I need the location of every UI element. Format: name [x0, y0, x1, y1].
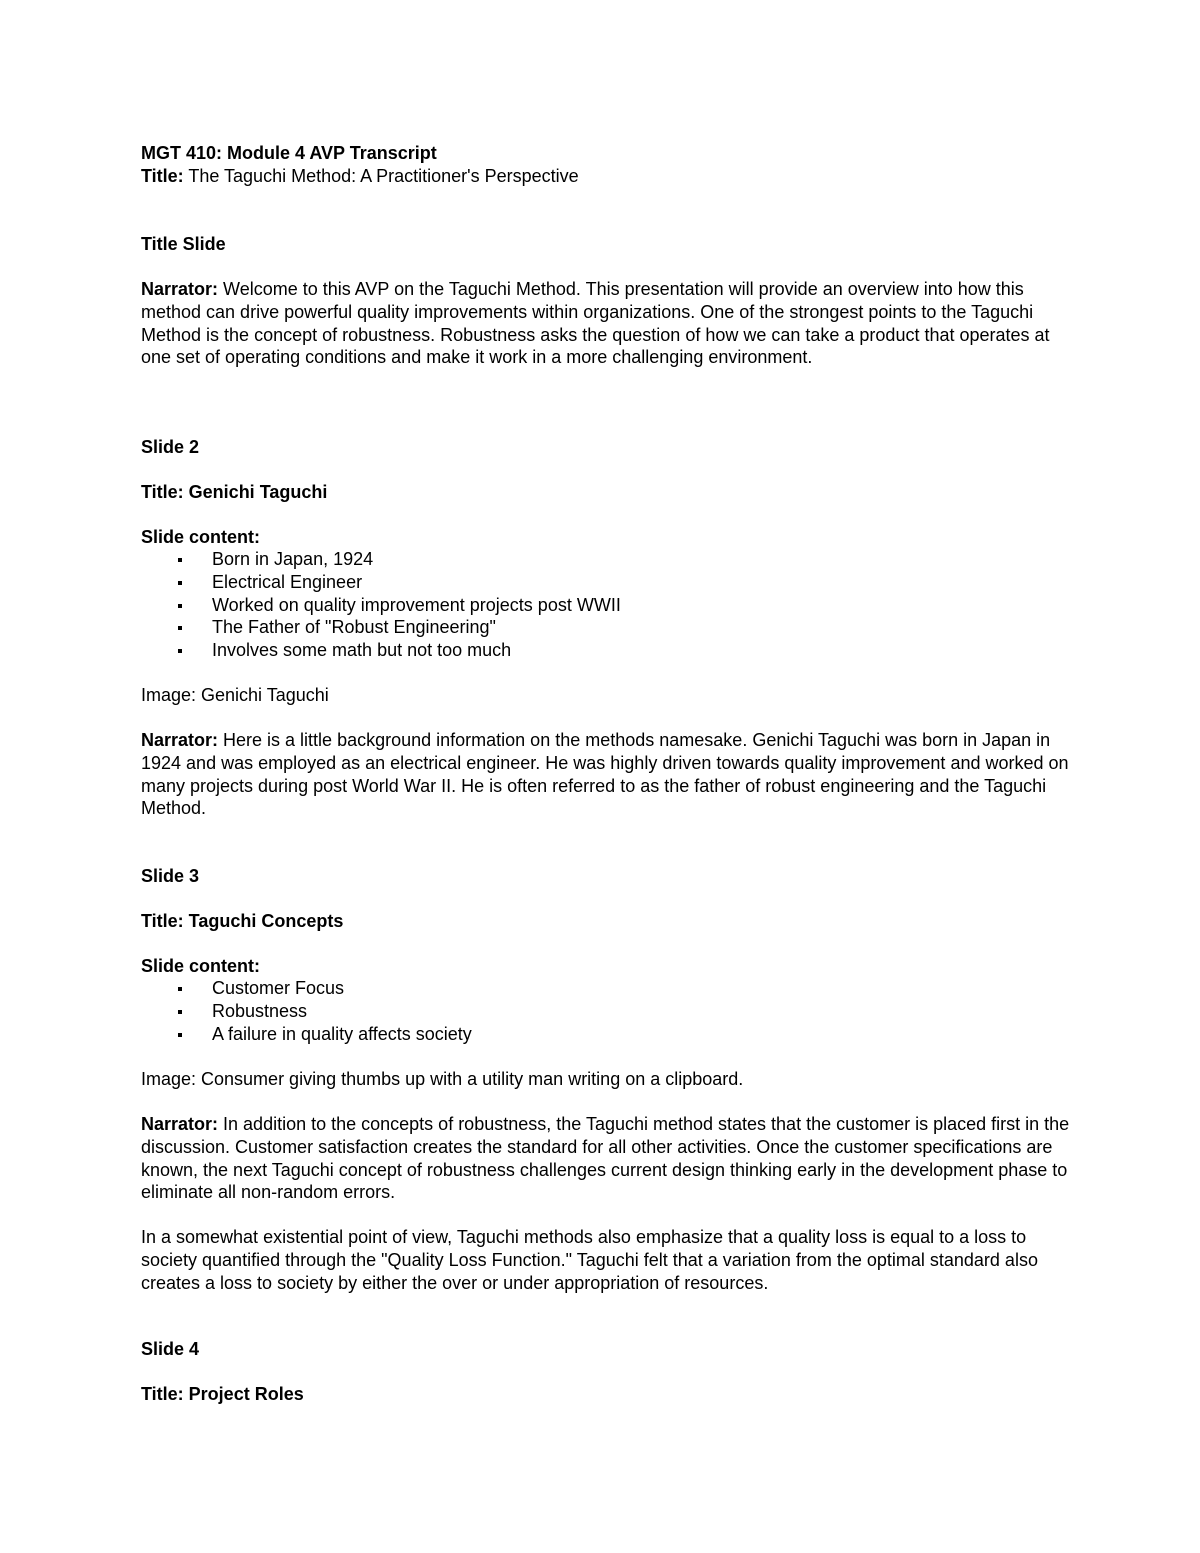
slide3-heading: Slide 3 [141, 866, 200, 886]
slide2-title: Title: Genichi Taguchi [141, 482, 328, 502]
slide3-image-line: Image: Consumer giving thumbs up with a utility man writing on a clipboard. [141, 1069, 744, 1089]
slide2-content-label: Slide content: [141, 527, 261, 547]
bullet-icon [178, 581, 182, 585]
slide3-title: Title: Taguchi Concepts [141, 911, 344, 931]
bullet-icon [178, 649, 182, 653]
slide2-image-line: Image: Genichi Taguchi [141, 685, 329, 705]
list-item: Robustness [141, 1000, 1041, 1023]
list-item: A failure in quality affects society [141, 1023, 1041, 1046]
list-item: Involves some math but not too much [141, 639, 1041, 662]
slide3-content-label: Slide content: [141, 956, 261, 976]
narrator-label: Narrator: [141, 1114, 219, 1134]
slide3-paragraph-2: In a somewhat existential point of view, Taguchi methods also emphasize that a quality loss is equal to a loss to society quantified through the "Quality Loss Function." Taguchi felt that a variation from the optimal standard also creates a loss to society by either the over or under appropriation of resources. [141, 1227, 1038, 1293]
narrator-label: Narrator: [141, 279, 219, 299]
list-item: Customer Focus [141, 977, 1041, 1000]
title-slide-narration [141, 278, 1071, 369]
slide2-narration [141, 729, 1071, 820]
list-item: The Father of "Robust Engineering" [141, 616, 1041, 639]
narrator-text: Here is a little background information on the methods namesake. Genichi Taguchi was born in Japan in 1924 and was employed as an electrical engineer. He was highly driven towards quality improvement and worked on many projects during post World War II. He is often referred to as the father of robust engineering and the Taguchi Method. [141, 730, 1069, 819]
title-text: The Taguchi Method: A Practitioner's Perspective [183, 166, 579, 186]
bullet-icon [178, 987, 182, 991]
document-title [141, 165, 1071, 188]
list-item: Worked on quality improvement projects post WWII [141, 594, 1041, 617]
bullet-icon [178, 1033, 182, 1037]
narrator-text: Welcome to this AVP on the Taguchi Method. This presentation will provide an overview into how this method can drive powerful quality improvements within organizations. One of the strongest points to the Taguchi Method is the concept of robustness. Robustness asks the question of how we can take a product that operates at one set of operating conditions and make it work in a more challenging environment. [141, 279, 1050, 368]
narrator-label: Narrator: [141, 730, 219, 750]
course-line: MGT 410: Module 4 AVP Transcript [141, 143, 437, 163]
slide4-heading: Slide 4 [141, 1339, 200, 1359]
list-item: Born in Japan, 1924 [141, 548, 1041, 571]
slide4-title: Title: Project Roles [141, 1384, 304, 1404]
bullet-icon [178, 1010, 182, 1014]
slide3-narration [141, 1113, 1071, 1204]
slide2-bullet-list [141, 548, 1041, 662]
narrator-text: In addition to the concepts of robustness, the Taguchi method states that the customer is placed first in the discussion. Customer satisfaction creates the standard for all other activities. Once the customer specifications are known, the next Taguchi concept of robustness challenges current design thinking early in the development phase to eliminate all non-random errors. [141, 1114, 1070, 1203]
bullet-icon [178, 558, 182, 562]
bullet-icon [178, 626, 182, 630]
slide3-bullet-list [141, 977, 1041, 1045]
title-slide-heading: Title Slide [141, 234, 226, 254]
title-label: Title: [141, 166, 184, 186]
slide2-heading: Slide 2 [141, 437, 200, 457]
list-item: Electrical Engineer [141, 571, 1041, 594]
bullet-icon [178, 604, 182, 608]
